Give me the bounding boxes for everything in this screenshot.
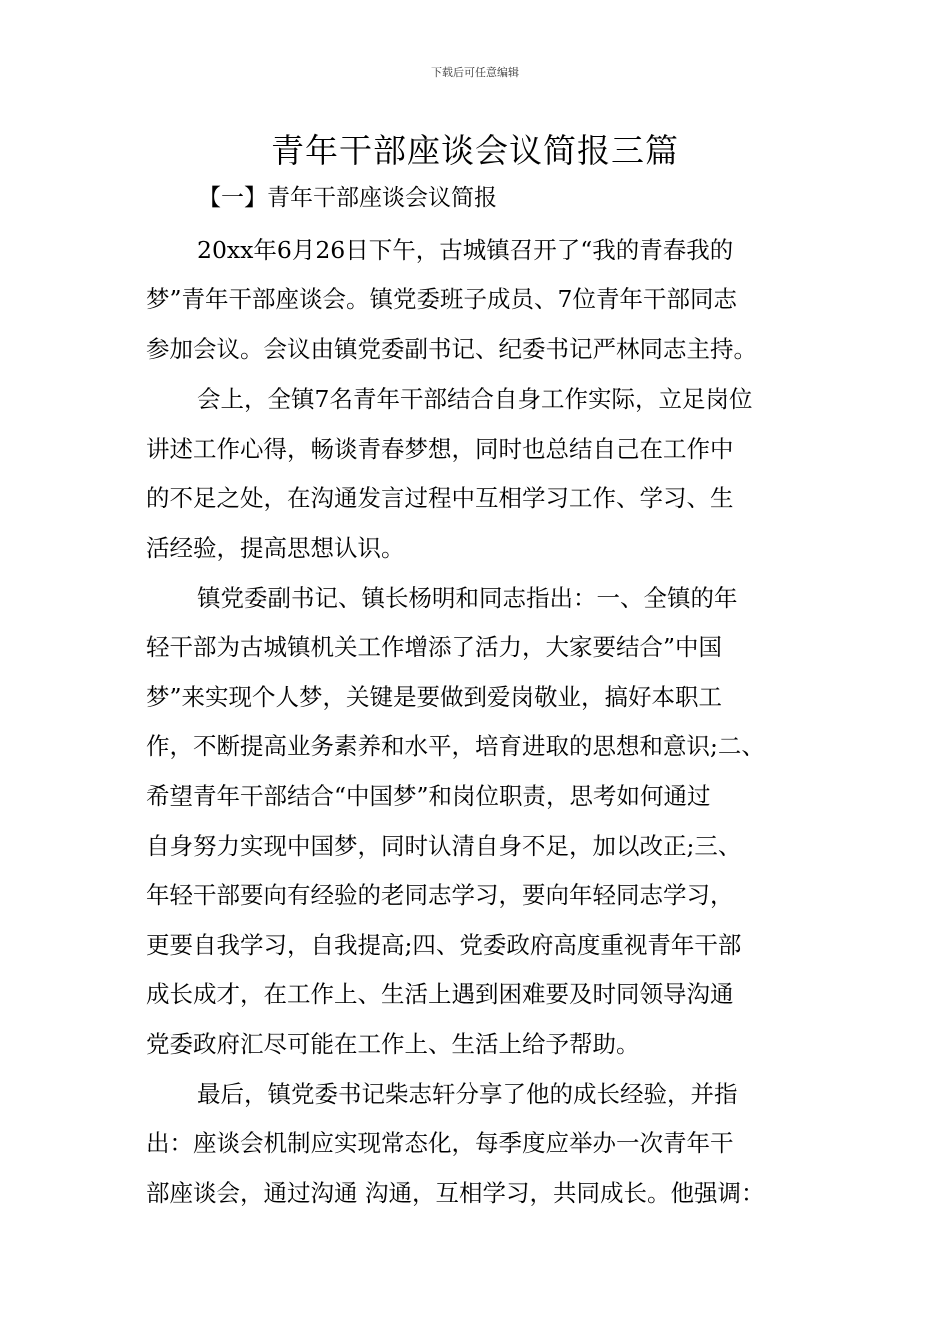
paragraph-line: 出：座谈会机制应实现常态化，每季度应举办一次青年干 — [146, 1129, 734, 1157]
paragraph-line: 参加会议。会议由镇党委副书记、纪委书记严林同志主持。 — [146, 335, 757, 363]
header-note: 下载后可任意编辑 — [431, 66, 519, 79]
paragraph-line: 20xx年6月26日下午，古城镇召开了“我的青春我的 — [197, 236, 734, 264]
paragraph-line: 部座谈会，通过沟通 沟通，互相学习，共同成长。他强调： — [146, 1179, 765, 1207]
paragraph-line: 会上，全镇7名青年干部结合自身工作实际，立足岗位 — [197, 385, 753, 413]
paragraph-line: 活经验，提高思想认识。 — [146, 534, 405, 562]
paragraph-line: 自身努力实现中国梦，同时认清自身不足，加以改正;三、 — [146, 832, 742, 860]
paragraph-line: 希望青年干部结合“中国梦”和岗位职责，思考如何通过 — [146, 782, 711, 810]
paragraph-line: 讲述工作心得，畅谈青春梦想，同时也总结自己在工作中 — [146, 435, 734, 463]
paragraph-line: 梦”来实现个人梦，关键是要做到爱岗敬业，搞好本职工 — [146, 683, 723, 711]
paragraph-line: 党委政府汇尽可能在工作上、生活上给予帮助。 — [146, 1030, 640, 1058]
paragraph-line: 的不足之处，在沟通发言过程中互相学习工作、学习、生 — [146, 484, 734, 512]
paragraph-line: 轻干部为古城镇机关工作增添了活力，大家要结合”中国 — [146, 633, 723, 661]
paragraph-line: 年轻干部要向有经验的老同志学习，要向年轻同志学习， — [146, 881, 734, 909]
paragraph-line: 成长成才，在工作上、生活上遇到困难要及时同领导沟通 — [146, 980, 734, 1008]
paragraph-line: 梦”青年干部座谈会。镇党委班子成员、7位青年干部同志 — [146, 285, 737, 313]
paragraph-line: 作，不断提高业务素养和水平，培育进取的思想和意识;二、 — [146, 732, 765, 760]
document-title: 青年干部座谈会议简报三篇 — [271, 131, 679, 170]
section-heading: 【一】青年干部座谈会议简报 — [198, 185, 497, 211]
paragraph-line: 最后，镇党委书记柴志轩分享了他的成长经验，并指 — [197, 1080, 738, 1108]
paragraph-line: 镇党委副书记、镇长杨明和同志指出：一、全镇的年 — [197, 584, 738, 612]
paragraph-line: 更要自我学习，自我提高;四、党委政府高度重视青年干部 — [146, 931, 742, 959]
